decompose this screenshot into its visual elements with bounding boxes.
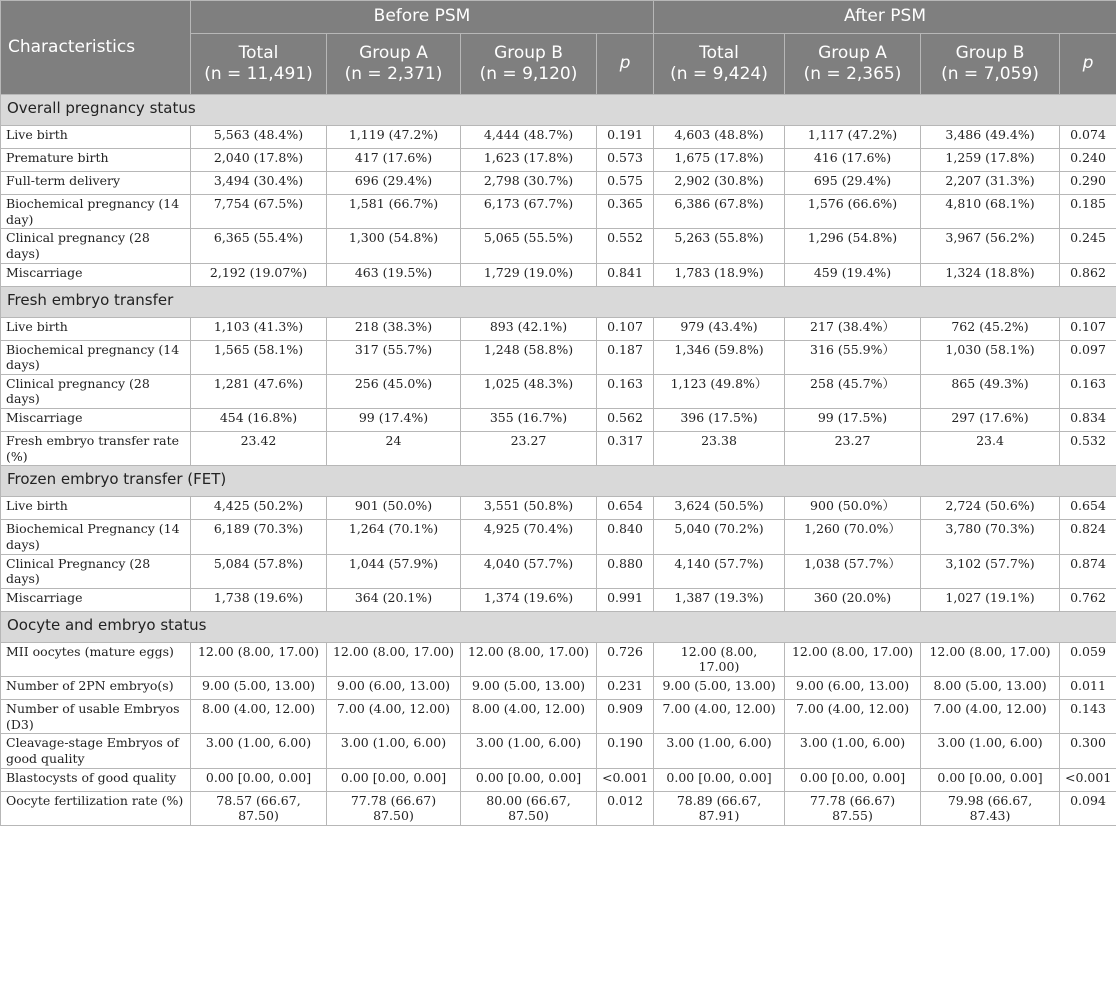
before-total-cell: 4,425 (50.2%) [191,497,327,520]
before-group-a-cell: 0.00 [0.00, 0.00] [327,768,461,791]
before-p-cell: 0.562 [597,409,654,432]
after-total-cell: 12.00 (8.00, 17.00) [654,642,785,676]
after-group-a-header [785,34,921,95]
after-total-cell: 5,263 (55.8%) [654,229,785,263]
before-group-b-n: (n = 9,120) [479,64,578,84]
after-group-b-cell: 297 (17.6%) [921,409,1060,432]
before-p-cell: 0.840 [597,520,654,554]
before-group-a-cell: 696 (29.4%) [327,172,461,195]
after-total-cell: 9.00 (5.00, 13.00) [654,677,785,700]
before-total-cell: 1,281 (47.6%) [191,374,327,408]
after-total-cell: 4,140 (57.7%) [654,554,785,588]
before-p-cell: 0.841 [597,263,654,286]
after-p-cell: <0.001 [1060,768,1116,791]
before-group-a-cell: 1,300 (54.8%) [327,229,461,263]
before-group-a-label: Group A [359,42,428,63]
before-group-b-cell: 3,551 (50.8%) [461,497,597,520]
after-group-b-cell: 79.98 (66.67, 87.43) [921,791,1060,825]
before-p-cell: 0.654 [597,497,654,520]
before-group-b-cell: 2,798 (30.7%) [461,172,597,195]
after-group-b-cell: 1,030 (58.1%) [921,340,1060,374]
section-row [1,286,1116,317]
characteristic-cell: Fresh embryo transfer rate (%) [1,432,191,466]
after-group-b-cell: 3,780 (70.3%) [921,520,1060,554]
before-p-cell: 0.231 [597,677,654,700]
characteristic-cell: Clinical pregnancy (28 days) [1,229,191,263]
after-p-cell: 0.824 [1060,520,1116,554]
table-row [1,149,1116,172]
before-total-cell: 3.00 (1.00, 6.00) [191,734,327,768]
before-group-b-cell: 9.00 (5.00, 13.00) [461,677,597,700]
after-group-a-cell: 7.00 (4.00, 12.00) [785,700,921,734]
after-group-b-cell: 1,027 (19.1%) [921,588,1060,611]
after-group-b-cell: 865 (49.3%) [921,374,1060,408]
after-total-cell: 0.00 [0.00, 0.00] [654,768,785,791]
after-group-b-cell: 1,259 (17.8%) [921,149,1060,172]
before-group-a-header [327,34,461,95]
before-group-b-cell: 1,729 (19.0%) [461,263,597,286]
before-group-a-cell: 1,119 (47.2%) [327,126,461,149]
after-group-b-cell: 4,810 (68.1%) [921,195,1060,229]
after-group-a-cell: 360 (20.0%) [785,588,921,611]
after-p-cell: 0.654 [1060,497,1116,520]
after-p-cell: 0.011 [1060,677,1116,700]
after-group-b-header [921,34,1060,95]
section-title: Fresh embryo transfer [1,286,1116,317]
before-group-a-cell: 12.00 (8.00, 17.00) [327,642,461,676]
before-group-a-cell: 417 (17.6%) [327,149,461,172]
after-group-a-cell: 23.27 [785,432,921,466]
after-group-b-cell: 1,324 (18.8%) [921,263,1060,286]
before-group-a-cell: 901 (50.0%) [327,497,461,520]
before-total-cell: 6,189 (70.3%) [191,520,327,554]
table-row [1,554,1116,588]
after-group-b-cell: 0.00 [0.00, 0.00] [921,768,1060,791]
after-p-cell: 0.300 [1060,734,1116,768]
before-p-cell: 0.191 [597,126,654,149]
after-total-cell: 396 (17.5%) [654,409,785,432]
before-total-cell: 1,738 (19.6%) [191,588,327,611]
before-total-cell: 23.42 [191,432,327,466]
table-row [1,172,1116,195]
after-p-cell: 0.107 [1060,317,1116,340]
before-group-a-cell: 1,264 (70.1%) [327,520,461,554]
before-group-a-cell: 9.00 (6.00, 13.00) [327,677,461,700]
before-p-cell: 0.317 [597,432,654,466]
before-group-b-cell: 12.00 (8.00, 17.00) [461,642,597,676]
before-total-cell: 6,365 (55.4%) [191,229,327,263]
after-total-cell: 23.38 [654,432,785,466]
table-row [1,588,1116,611]
table-row [1,374,1116,408]
after-p-cell: 0.762 [1060,588,1116,611]
table-row [1,195,1116,229]
after-p-cell: 0.059 [1060,642,1116,676]
before-p-cell: 0.552 [597,229,654,263]
after-psm-header: After PSM [654,1,1116,34]
before-p-cell: 0.107 [597,317,654,340]
before-group-a-cell: 1,044 (57.9%) [327,554,461,588]
section-title: Frozen embryo transfer (FET) [1,466,1116,497]
after-group-a-cell: 1,260 (70.0%） [785,520,921,554]
characteristic-cell: Blastocysts of good quality [1,768,191,791]
characteristic-cell: Clinical Pregnancy (28 days) [1,554,191,588]
after-p-cell: 0.290 [1060,172,1116,195]
before-group-a-n: (n = 2,371) [344,64,443,84]
after-total-cell: 1,346 (59.8%) [654,340,785,374]
before-group-a-cell: 1,581 (66.7%) [327,195,461,229]
after-total-label: Total [699,42,739,63]
before-group-b-cell: 23.27 [461,432,597,466]
table-row [1,497,1116,520]
before-group-b-cell: 6,173 (67.7%) [461,195,597,229]
after-group-a-cell: 1,296 (54.8%) [785,229,921,263]
after-group-a-cell: 77.78 (66.67) 87.55) [785,791,921,825]
characteristic-cell: Clinical pregnancy (28 days) [1,374,191,408]
after-total-cell: 1,123 (49.8%） [654,374,785,408]
before-p-header [597,34,654,95]
after-group-a-cell: 12.00 (8.00, 17.00) [785,642,921,676]
characteristic-cell: Live birth [1,497,191,520]
characteristics-header: Characteristics [1,1,191,95]
before-group-b-cell: 8.00 (4.00, 12.00) [461,700,597,734]
after-p-header [1060,34,1116,95]
before-group-a-cell: 7.00 (4.00, 12.00) [327,700,461,734]
after-total-cell: 4,603 (48.8%) [654,126,785,149]
characteristic-cell: Live birth [1,317,191,340]
characteristic-cell: Cleavage-stage Embryos of good quality [1,734,191,768]
section-row [1,466,1116,497]
before-p-cell: 0.991 [597,588,654,611]
after-group-b-cell: 3,102 (57.7%) [921,554,1060,588]
after-total-cell: 1,675 (17.8%) [654,149,785,172]
before-total-cell: 1,565 (58.1%) [191,340,327,374]
after-total-cell: 78.89 (66.67, 87.91) [654,791,785,825]
table-row [1,263,1116,286]
before-group-a-cell: 218 (38.3%) [327,317,461,340]
after-total-header [654,34,785,95]
table-row [1,642,1116,676]
section-title: Overall pregnancy status [1,95,1116,126]
before-group-b-header [461,34,597,95]
before-p-label: p [619,53,631,74]
after-group-a-cell: 1,117 (47.2%) [785,126,921,149]
after-group-b-label: Group B [955,42,1025,63]
before-total-cell: 12.00 (8.00, 17.00) [191,642,327,676]
after-group-a-cell: 217 (38.4%） [785,317,921,340]
before-p-cell: 0.190 [597,734,654,768]
before-total-cell: 7,754 (67.5%) [191,195,327,229]
after-group-a-cell: 258 (45.7%） [785,374,921,408]
before-p-cell: 0.575 [597,172,654,195]
table-header [1,1,1116,95]
before-total-cell: 3,494 (30.4%) [191,172,327,195]
before-group-a-cell: 77.78 (66.67) 87.50) [327,791,461,825]
before-p-cell: 0.012 [597,791,654,825]
table-row [1,677,1116,700]
after-group-a-cell: 695 (29.4%) [785,172,921,195]
after-group-b-cell: 7.00 (4.00, 12.00) [921,700,1060,734]
after-p-cell: 0.074 [1060,126,1116,149]
before-p-cell: 0.880 [597,554,654,588]
after-total-cell: 979 (43.4%) [654,317,785,340]
table-row [1,340,1116,374]
before-p-cell: <0.001 [597,768,654,791]
characteristic-cell: Miscarriage [1,263,191,286]
before-total-cell: 9.00 (5.00, 13.00) [191,677,327,700]
after-group-b-cell: 23.4 [921,432,1060,466]
after-p-cell: 0.532 [1060,432,1116,466]
after-total-cell: 1,387 (19.3%) [654,588,785,611]
before-group-b-label: Group B [494,42,563,63]
after-group-a-cell: 9.00 (6.00, 13.00) [785,677,921,700]
after-p-cell: 0.874 [1060,554,1116,588]
table-row [1,229,1116,263]
before-total-cell: 78.57 (66.67, 87.50) [191,791,327,825]
table-row [1,409,1116,432]
before-total-cell: 5,563 (48.4%) [191,126,327,149]
before-total-cell: 8.00 (4.00, 12.00) [191,700,327,734]
after-p-cell: 0.163 [1060,374,1116,408]
before-total-cell: 1,103 (41.3%) [191,317,327,340]
after-group-a-n: (n = 2,365) [803,64,902,84]
characteristic-cell: Miscarriage [1,409,191,432]
before-total-n: (n = 11,491) [204,64,313,84]
before-group-b-cell: 4,925 (70.4%) [461,520,597,554]
table-body [1,95,1116,826]
after-group-b-cell: 8.00 (5.00, 13.00) [921,677,1060,700]
before-p-cell: 0.163 [597,374,654,408]
before-group-a-cell: 463 (19.5%) [327,263,461,286]
section-row [1,611,1116,642]
before-group-b-cell: 4,444 (48.7%) [461,126,597,149]
characteristic-cell: Biochemical Pregnancy (14 days) [1,520,191,554]
before-group-b-cell: 80.00 (66.67, 87.50) [461,791,597,825]
after-p-label: p [1082,53,1094,74]
before-total-cell: 2,040 (17.8%) [191,149,327,172]
after-p-cell: 0.834 [1060,409,1116,432]
table-row [1,126,1116,149]
after-total-cell: 6,386 (67.8%) [654,195,785,229]
after-group-a-cell: 900 (50.0%） [785,497,921,520]
characteristic-cell: Premature birth [1,149,191,172]
after-group-a-cell: 3.00 (1.00, 6.00) [785,734,921,768]
before-group-b-cell: 4,040 (57.7%) [461,554,597,588]
after-group-a-cell: 1,576 (66.6%) [785,195,921,229]
after-total-cell: 2,902 (30.8%) [654,172,785,195]
before-p-cell: 0.726 [597,642,654,676]
before-p-cell: 0.909 [597,700,654,734]
table-row [1,700,1116,734]
before-group-b-cell: 1,025 (48.3%) [461,374,597,408]
table-row [1,768,1116,791]
table-row [1,432,1116,466]
before-psm-header: Before PSM [191,1,654,34]
after-total-n: (n = 9,424) [670,64,768,84]
before-group-b-cell: 1,374 (19.6%) [461,588,597,611]
after-p-cell: 0.245 [1060,229,1116,263]
after-group-a-cell: 0.00 [0.00, 0.00] [785,768,921,791]
after-total-cell: 1,783 (18.9%) [654,263,785,286]
characteristic-cell: Biochemical pregnancy (14 day) [1,195,191,229]
after-group-b-cell: 3,967 (56.2%) [921,229,1060,263]
after-p-cell: 0.185 [1060,195,1116,229]
characteristic-cell: Oocyte fertilization rate (%) [1,791,191,825]
before-total-cell: 454 (16.8%) [191,409,327,432]
after-group-a-cell: 459 (19.4%) [785,263,921,286]
before-group-b-cell: 893 (42.1%) [461,317,597,340]
section-row [1,95,1116,126]
after-total-cell: 7.00 (4.00, 12.00) [654,700,785,734]
characteristic-cell: Number of usable Embryos (D3) [1,700,191,734]
before-group-a-cell: 256 (45.0%) [327,374,461,408]
after-total-cell: 3.00 (1.00, 6.00) [654,734,785,768]
after-group-b-cell: 3.00 (1.00, 6.00) [921,734,1060,768]
before-total-cell: 5,084 (57.8%) [191,554,327,588]
before-group-a-cell: 24 [327,432,461,466]
characteristic-cell: Biochemical pregnancy (14 days) [1,340,191,374]
table-row [1,317,1116,340]
before-total-label: Total [238,42,279,63]
before-group-b-cell: 355 (16.7%) [461,409,597,432]
after-p-cell: 0.240 [1060,149,1116,172]
after-p-cell: 0.094 [1060,791,1116,825]
table-row [1,734,1116,768]
before-group-a-cell: 364 (20.1%) [327,588,461,611]
after-group-b-n: (n = 7,059) [941,64,1039,84]
characteristic-cell: Number of 2PN embryo(s) [1,677,191,700]
after-p-cell: 0.862 [1060,263,1116,286]
after-p-cell: 0.143 [1060,700,1116,734]
characteristic-cell: Full-term delivery [1,172,191,195]
before-total-cell: 0.00 [0.00, 0.00] [191,768,327,791]
after-group-a-cell: 416 (17.6%) [785,149,921,172]
before-total-header [191,34,327,95]
after-total-cell: 3,624 (50.5%) [654,497,785,520]
table-row [1,520,1116,554]
after-group-a-label: Group A [818,42,887,63]
after-group-b-cell: 2,724 (50.6%) [921,497,1060,520]
characteristic-cell: Miscarriage [1,588,191,611]
characteristic-cell: MII oocytes (mature eggs) [1,642,191,676]
characteristic-cell: Live birth [1,126,191,149]
before-group-b-cell: 3.00 (1.00, 6.00) [461,734,597,768]
after-p-cell: 0.097 [1060,340,1116,374]
before-p-cell: 0.365 [597,195,654,229]
after-total-cell: 5,040 (70.2%) [654,520,785,554]
after-group-b-cell: 762 (45.2%) [921,317,1060,340]
after-group-a-cell: 316 (55.9%） [785,340,921,374]
before-group-b-cell: 1,623 (17.8%) [461,149,597,172]
before-group-a-cell: 3.00 (1.00, 6.00) [327,734,461,768]
after-group-a-cell: 1,038 (57.7%） [785,554,921,588]
before-group-b-cell: 0.00 [0.00, 0.00] [461,768,597,791]
after-group-b-cell: 3,486 (49.4%) [921,126,1060,149]
after-group-b-cell: 12.00 (8.00, 17.00) [921,642,1060,676]
table-row [1,791,1116,825]
after-group-a-cell: 99 (17.5%) [785,409,921,432]
before-group-a-cell: 99 (17.4%) [327,409,461,432]
before-group-b-cell: 5,065 (55.5%) [461,229,597,263]
before-p-cell: 0.573 [597,149,654,172]
before-group-a-cell: 317 (55.7%) [327,340,461,374]
section-title: Oocyte and embryo status [1,611,1116,642]
after-group-b-cell: 2,207 (31.3%) [921,172,1060,195]
before-p-cell: 0.187 [597,340,654,374]
before-group-b-cell: 1,248 (58.8%) [461,340,597,374]
before-total-cell: 2,192 (19.07%) [191,263,327,286]
